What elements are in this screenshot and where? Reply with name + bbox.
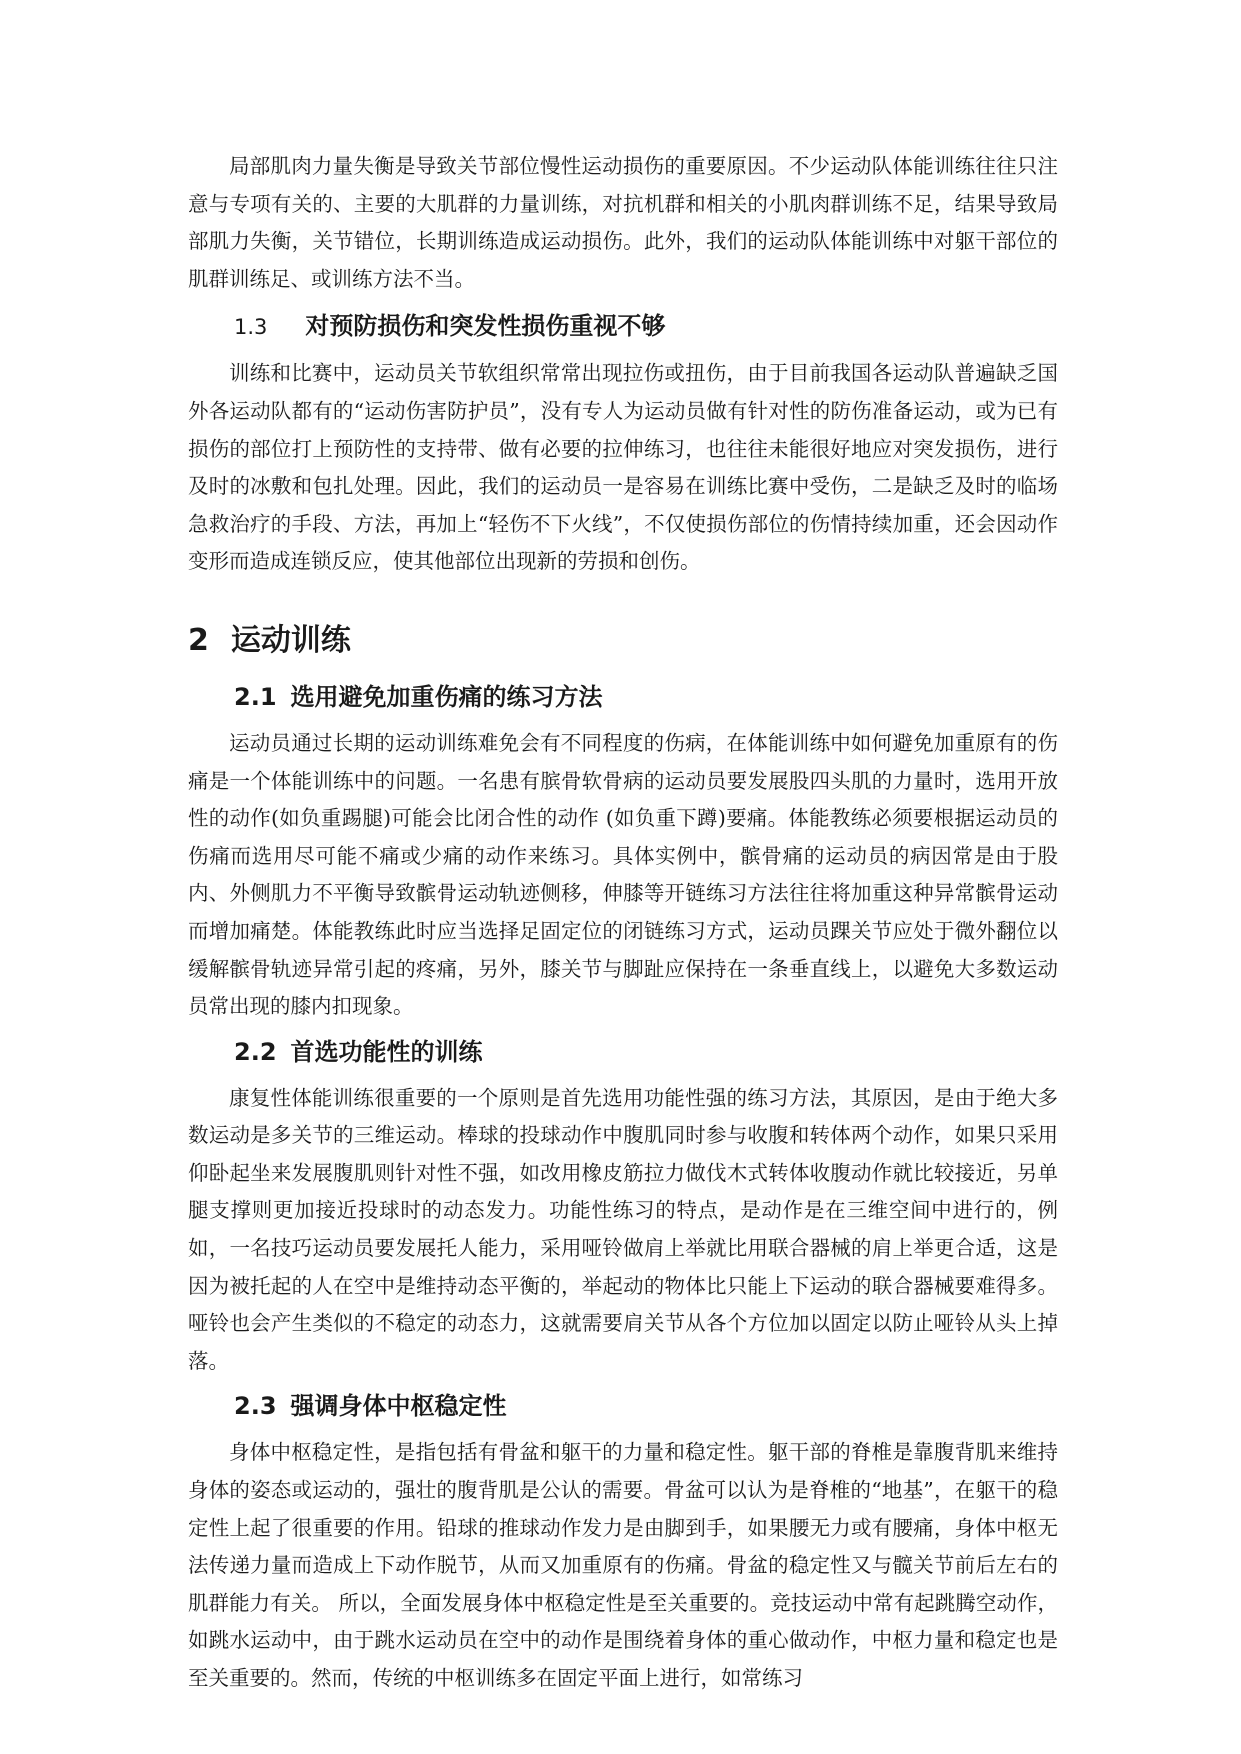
heading-2-2-number: 2.2 bbox=[234, 1037, 277, 1066]
heading-2-title: 运动训练 bbox=[230, 622, 351, 658]
document-page bbox=[188, 148, 1058, 1698]
paragraph-injury-prevention: 训练和比赛中，运动员关节软组织常常出现拉伤或扭伤，由于目前我国各运动队普遍缺乏国外各运动队都有的“运动伤害防护员”，没有专人为运动员做有针对性的防伤准备运动，或为已有损伤的部位打上预防性的支持带、做有必要的拉伸练习，也往往未能很好地应对突发损伤，进行及时的冰敷和包扎处理。因此，我们的运动员一是容易在训练比赛中受伤，二是缺乏及时的临场急救治疗的手段、方法，再加上“轻伤不下火线”，不仅使损伤部位的伤情持续加重，还会因动作变形而造成连锁反应，使其他部位出现新的劳损和创伤。 bbox=[188, 361, 1058, 574]
heading-2-number: 2 bbox=[188, 622, 209, 658]
heading-2-3-number: 2.3 bbox=[234, 1392, 277, 1421]
heading-1-3-number: 1.3 bbox=[234, 315, 268, 340]
heading-1-3-title: 对预防损伤和突发性损伤重视不够 bbox=[305, 312, 666, 341]
paragraph-muscle-imbalance: 局部肌肉力量失衡是导致关节部位慢性运动损伤的重要原因。不少运动队体能训练往往只注意与专项有关的、主要的大肌群的力量训练，对抗机群和相关的小肌肉群训练不足，结果导致局部肌力失衡，关节错位，长期训练造成运动损伤。此外，我们的运动队体能训练中对躯干部位的肌群训练足、或训练方法不当。 bbox=[188, 154, 1058, 291]
heading-2-3 bbox=[234, 1388, 1058, 1424]
heading-2-1-number: 2.1 bbox=[234, 682, 277, 711]
heading-2-1 bbox=[234, 679, 1058, 715]
paragraph-avoid-pain: 运动员通过长期的运动训练难免会有不同程度的伤病，在体能训练中如何避免加重原有的伤痛是一个体能训练中的问题。一名患有膑骨软骨病的运动员要发展股四头肌的力量时，选用开放性的动作(如负重踢腿)可能会比闭合性的动作 (如负重下蹲)要痛。体能教练必须要根据运动员的伤痛而选用尽可能不痛或少痛的动作来练习。具体实例中，髌骨痛的运动员的病因常是由于股内、外侧肌力不平衡导致髌骨运动轨迹侧移，伸膝等开链练习方法往往将加重这种异常髌骨运动而增加痛楚。体能教练此时应当选择足固定位的闭链练习方式，运动员踝关节应处于微外翻位以缓解髌骨轨迹异常引起的疼痛，另外，膝关节与脚趾应保持在一条垂直线上，以避免大多数运动员常出现的膝内扣现象。 bbox=[188, 730, 1058, 1019]
heading-2-2 bbox=[234, 1034, 1058, 1070]
heading-2-1-title: 选用避免加重伤痛的练习方法 bbox=[290, 682, 603, 711]
heading-2 bbox=[188, 621, 1058, 661]
heading-2-3-title: 强调身体中枢稳定性 bbox=[290, 1392, 507, 1421]
heading-2-2-title: 首选功能性的训练 bbox=[290, 1037, 483, 1066]
paragraph-functional-training: 康复性体能训练很重要的一个原则是首先选用功能性强的练习方法，其原因，是由于绝大多数运动是多关节的三维运动。棒球的投球动作中腹肌同时参与收腹和转体两个动作，如果只采用仰卧起坐来发展腹肌则针对性不强，如改用橡皮筋拉力做伐木式转体收腹动作就比较接近，另单腿支撑则更加接近投球时的动态发力。功能性练习的特点，是动作是在三维空间中进行的，例如，一名技巧运动员要发展托人能力，采用哑铃做肩上举就比用联合器械的肩上举更合适，这是因为被托起的人在空中是维持动态平衡的，举起动的物体比只能上下运动的联合器械要难得多。哑铃也会产生类似的不稳定的动态力，这就需要肩关节从各个方位加以固定以防止哑铃从头上掉落。 bbox=[188, 1085, 1058, 1373]
paragraph-core-stability: 身体中枢稳定性，是指包括有骨盆和躯干的力量和稳定性。躯干部的脊椎是靠腹背肌来维持身体的姿态或运动的，强壮的腹背肌是公认的需要。骨盆可以认为是脊椎的“地基”，在躯干的稳定性上起了很重要的作用。铅球的推球动作发力是由脚到手，如果腰无力或有腰痛，身体中枢无法传递力量而造成上下动作脱节，从而又加重原有的伤痛。骨盆的稳定性又与髋关节前后左右的肌群能力有关。 所以，全面发展身体中枢稳定性是至关重要的。竞技运动中常有起跳腾空动作，如跳水运动中，由于跳水运动员在空中的动作是围绕着身体的重心做动作，中枢力量和稳定也是至关重要的。然而，传统的中枢训练多在固定平面上进行，如常练习 bbox=[188, 1440, 1058, 1690]
heading-1-3 bbox=[234, 308, 1058, 345]
